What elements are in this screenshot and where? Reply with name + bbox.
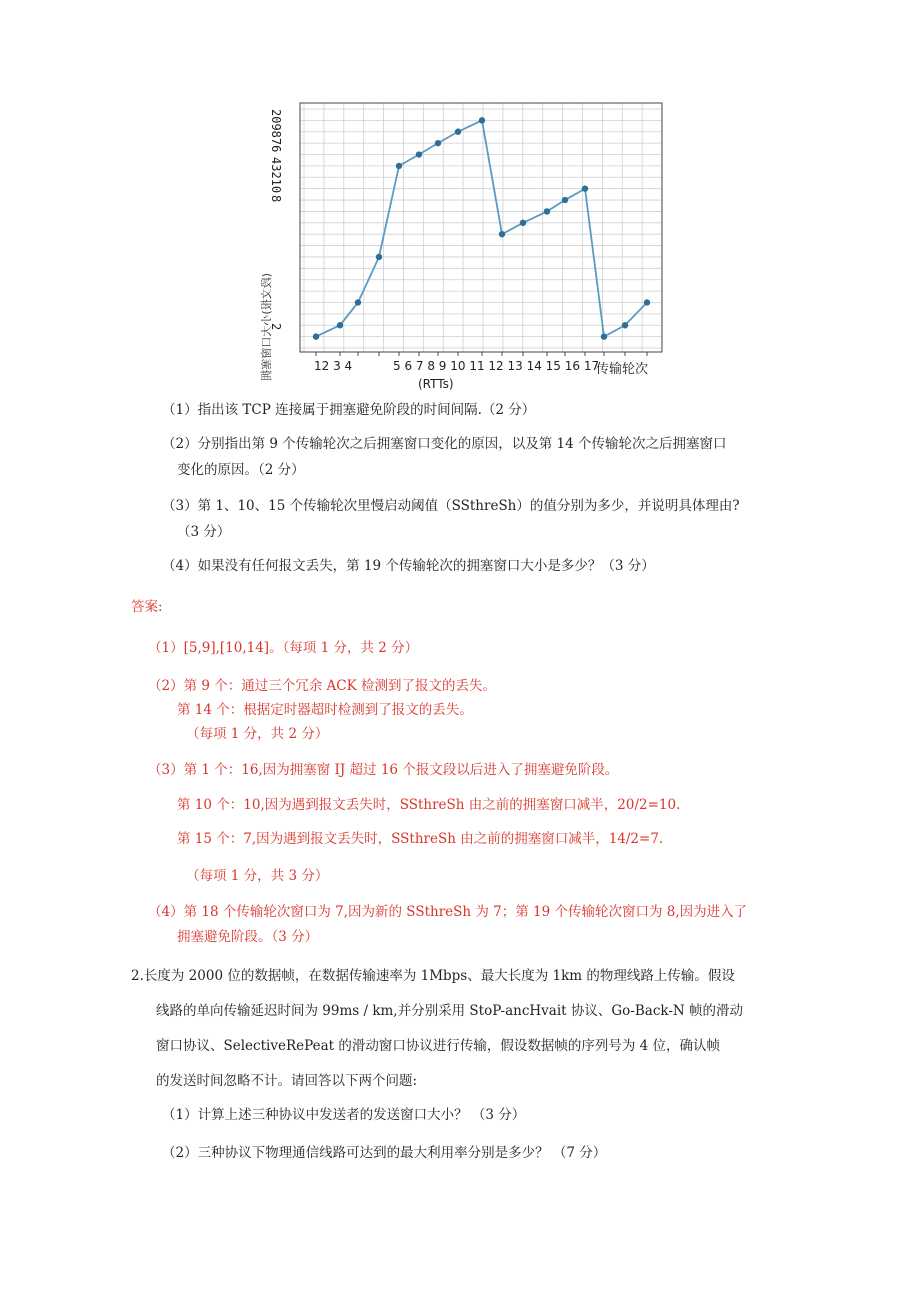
ytick-text-3: 8 bbox=[269, 195, 283, 203]
data-point-2 bbox=[337, 322, 343, 328]
data-point-11 bbox=[520, 220, 526, 226]
problem-2-line4: 的发送时间忽略不计。请回答以下两个问题: bbox=[156, 1073, 418, 1089]
answer-2-line2: 第 14 个：根据定时器超时检测到了报文的丢失。 bbox=[177, 702, 473, 718]
ytick-bottom: 2 bbox=[269, 323, 283, 331]
chart-canvas bbox=[250, 95, 670, 395]
ytick-text-2: 43210 bbox=[269, 157, 283, 194]
answer-3-line1: （3）第 1 个：16,因为拥塞窗 IJ 超过 16 个报文段以后进入了拥塞避免阶段。 bbox=[148, 762, 619, 778]
data-point-16 bbox=[622, 322, 628, 328]
data-point-6 bbox=[416, 151, 422, 157]
ytick-text-1: 209876 bbox=[269, 109, 283, 153]
answer-3-line3: 第 15 个：7,因为遇到报文丢失时，SSthreSh 由之前的拥塞窗口减半，14/2=7. bbox=[177, 831, 664, 847]
question-3-line1: （3）第 1、10、15 个传输轮次里慢启动阈值（SSthreSh）的值分别为多少，并说明具体理由? bbox=[162, 498, 740, 514]
question-1: （1）指出该 TCP 连接属于拥塞避免阶段的时间间隔.（2 分） bbox=[162, 402, 536, 418]
answer-1: （1）[5,9],[10,14]。（每项 1 分，共 2 分） bbox=[148, 640, 419, 656]
xticks-tail: 传输轮次 bbox=[596, 362, 649, 377]
problem-2-line3: 窗口协议、SelectiveRePeat 的滑动窗口协议进行传输，假设数据帧的序列号为 4 位，确认帧 bbox=[156, 1038, 721, 1054]
data-point-9 bbox=[479, 117, 485, 123]
data-point-1 bbox=[313, 333, 319, 339]
answer-2-line3: （每项 1 分，共 2 分） bbox=[186, 726, 329, 742]
data-point-5 bbox=[396, 163, 402, 169]
data-point-15 bbox=[601, 333, 607, 339]
data-point-10 bbox=[499, 231, 505, 237]
answer-3-line2: 第 10 个：10,因为遇到报文丢失时，SSthreSh 由之前的拥塞窗口减半，20/2=10. bbox=[177, 797, 681, 813]
data-point-14 bbox=[582, 185, 588, 191]
problem-2-line2: 线路的单向传输延迟时间为 99ms / km,并分别采用 StoP-ancHvait 协议、Go-Back-N 帧的滑动 bbox=[156, 1003, 743, 1019]
data-point-13 bbox=[562, 197, 568, 203]
data-point-7 bbox=[435, 140, 441, 146]
question-4: （4）如果没有任何报文丢失，第 19 个传输轮次的拥塞窗口大小是多少？（3 分） bbox=[162, 558, 655, 574]
data-point-12 bbox=[544, 208, 550, 214]
xticks-group-2: 5 6 7 8 9 10 11 12 13 14 15 16 17 bbox=[393, 359, 600, 373]
question-3-line2: （3 分） bbox=[177, 524, 231, 540]
data-point-17 bbox=[644, 299, 650, 305]
answer-3-line4: （每项 1 分，共 3 分） bbox=[186, 868, 329, 884]
problem-2-question-2: （2）三种协议下物理通信线路可达到的最大利用率分别是多少？ （7 分） bbox=[162, 1145, 607, 1161]
x-axis-label: (RTTs) bbox=[418, 377, 454, 391]
problem-2-question-1: （1）计算上述三种协议中发送者的发送窗口大小？ （3 分） bbox=[162, 1107, 526, 1123]
data-point-3 bbox=[355, 299, 361, 305]
data-point-4 bbox=[376, 254, 382, 260]
plot-frame bbox=[300, 103, 662, 352]
problem-2-line1: 2.长度为 2000 位的数据帧，在数据传输速率为 1Mbps、最大长度为 1km 的物理线路上传输。假设 bbox=[131, 968, 735, 984]
y-axis-label: (段文报)小大口窗塞拥 bbox=[260, 273, 273, 381]
question-2-line2: 变化的原因。（2 分） bbox=[177, 462, 305, 478]
xticks-group-1: 12 3 4 bbox=[314, 359, 353, 373]
answer-title: 答案: bbox=[131, 599, 163, 615]
data-point-8 bbox=[455, 129, 461, 135]
answer-2-line1: （2）第 9 个：通过三个冗余 ACK 检测到了报文的丢失。 bbox=[148, 678, 497, 694]
answer-4-line2: 拥塞避免阶段。（3 分） bbox=[177, 929, 319, 945]
series-line bbox=[316, 120, 647, 336]
congestion-window-chart bbox=[250, 95, 670, 395]
answer-4-line1: （4）第 18 个传输轮次窗口为 7,因为新的 SSthreSh 为 7；第 19 个传输轮次窗口为 8,因为进入了 bbox=[148, 904, 748, 920]
question-2-line1: （2）分别指出第 9 个传输轮次之后拥塞窗口变化的原因，以及第 14 个传输轮次之后拥塞窗口 bbox=[162, 436, 727, 452]
